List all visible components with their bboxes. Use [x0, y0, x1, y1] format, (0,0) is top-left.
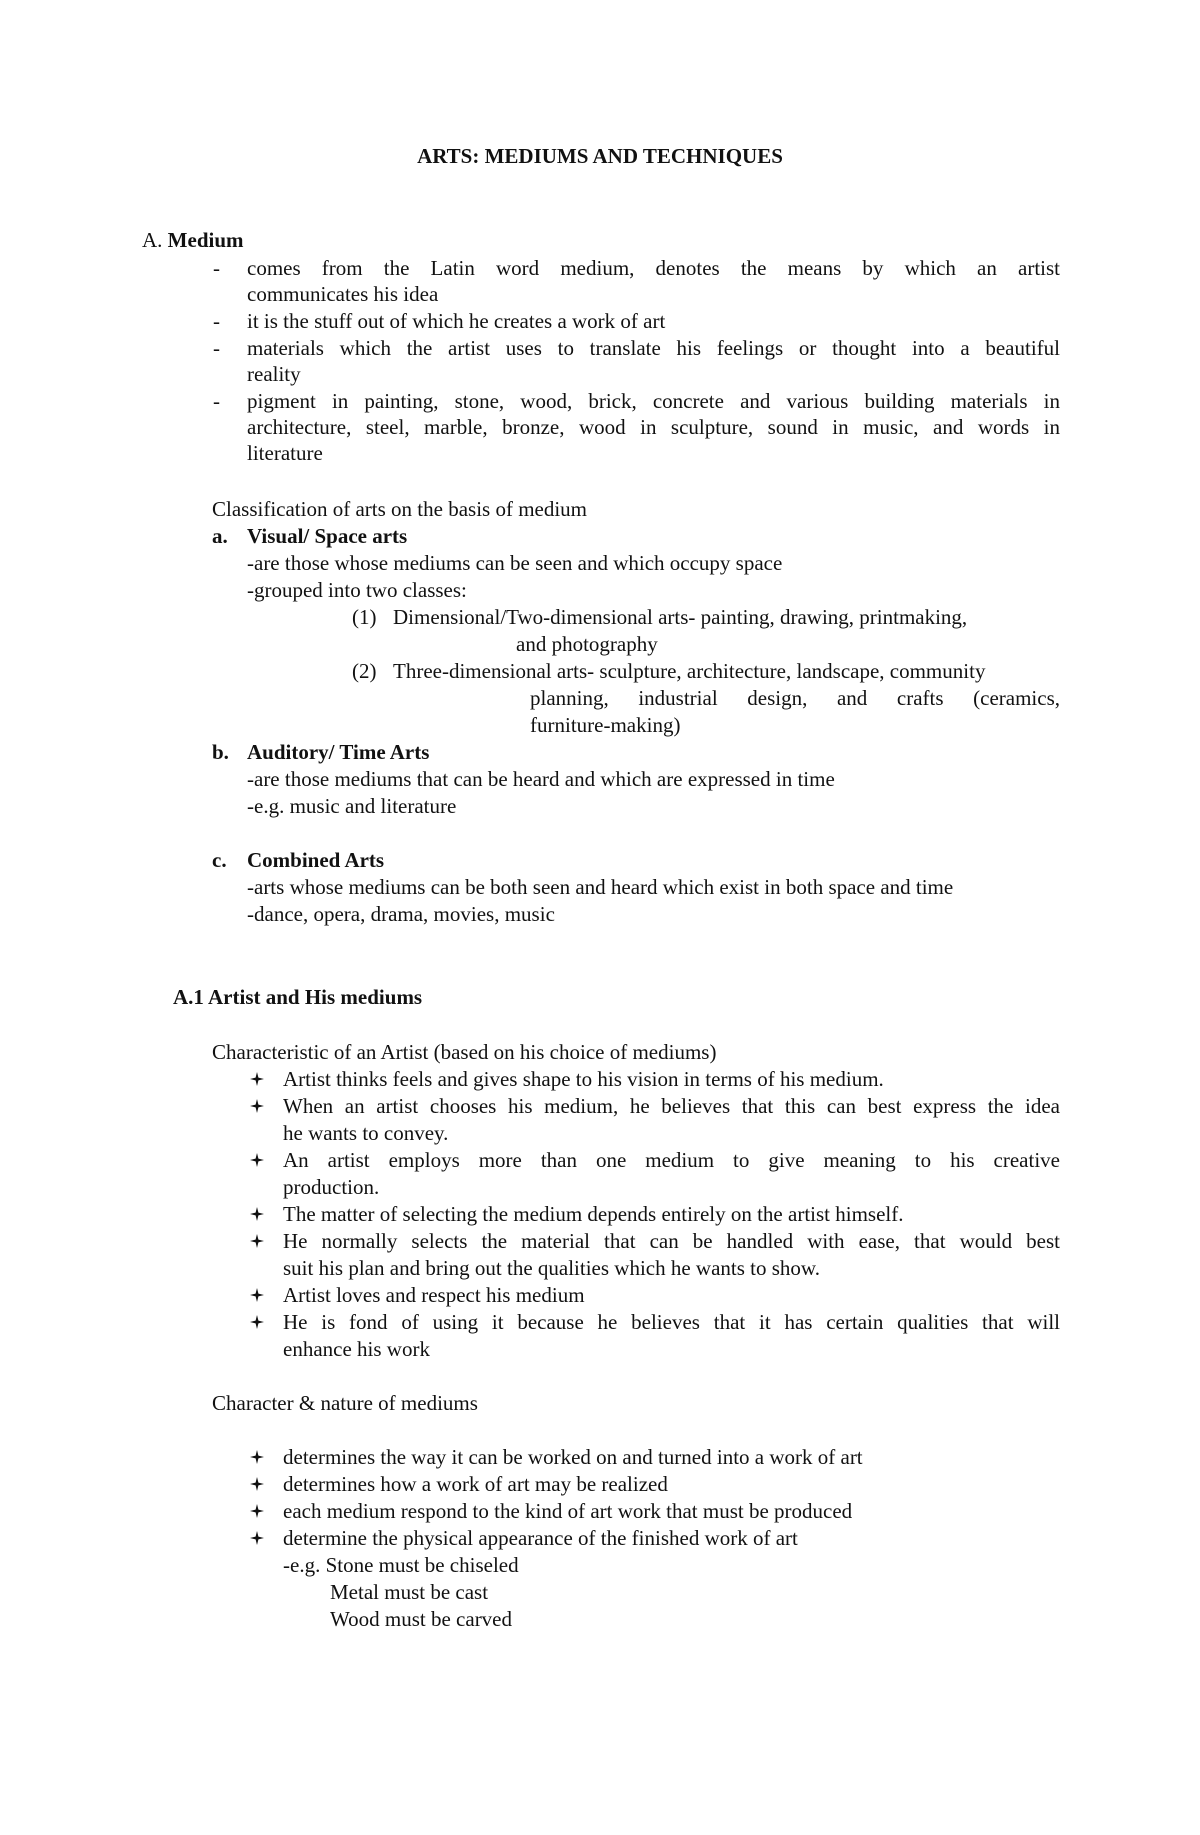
diamond-bullet-icon: [250, 1531, 264, 1545]
class-b-line1: -are those mediums that can be heard and which are expressed in time: [247, 767, 835, 791]
section-a-heading: [142, 227, 244, 253]
medium-bullet-1-line2: communicates his idea: [247, 282, 439, 306]
artist-bullet-1-line1: Artist thinks feels and gives shape to his vision in terms of his medium.: [283, 1067, 884, 1091]
diamond-bullet-icon: [250, 1153, 264, 1167]
character-bullet-3: each medium respond to the kind of art work that must be produced: [283, 1499, 853, 1523]
class-c-line2: -dance, opera, drama, movies, music: [247, 902, 555, 926]
diamond-bullet-icon: [250, 1450, 264, 1464]
class-a-item1-line1: Dimensional/Two-dimensional arts- painting, drawing, printmaking,: [393, 605, 968, 629]
section-a1-intro: Characteristic of an Artist (based on his choice of mediums): [212, 1040, 717, 1064]
class-a-item2-line2: planning, industrial design, and crafts (ceramics,: [530, 686, 1060, 710]
character-bullet-2: determines how a work of art may be realized: [283, 1472, 668, 1496]
artist-bullet-6-line1: Artist loves and respect his medium: [283, 1283, 585, 1307]
artist-bullet-5-line1: He normally selects the material that can be handled with ease, that would best: [283, 1229, 1060, 1253]
artist-bullet-5-line2: suit his plan and bring out the qualities which he wants to show.: [283, 1256, 820, 1280]
section-a-prefix: A.: [142, 228, 168, 252]
class-a-letter: a.: [212, 524, 228, 548]
class-a-item2-line3: furniture-making): [530, 713, 681, 737]
class-b-letter: b.: [212, 740, 229, 764]
diamond-bullet-icon: [250, 1072, 264, 1086]
class-a-heading: Visual/ Space arts: [247, 524, 408, 548]
artist-bullet-3-line2: production.: [283, 1175, 380, 1199]
classification-intro: Classification of arts on the basis of medium: [212, 497, 588, 521]
example-line-stone: -e.g. Stone must be chiseled: [283, 1553, 519, 1577]
class-c-line1: -arts whose mediums can be both seen and heard which exist in both space and time: [247, 875, 954, 899]
class-a-item2-number: (2): [352, 659, 377, 683]
character-bullet-1: determines the way it can be worked on and turned into a work of art: [283, 1445, 863, 1469]
diamond-bullet-icon: [250, 1234, 264, 1248]
artist-bullet-4-line1: The matter of selecting the medium depends entirely on the artist himself.: [283, 1202, 904, 1226]
class-a-line1: -are those whose mediums can be seen and which occupy space: [247, 551, 783, 575]
class-b-heading: Auditory/ Time Arts: [247, 740, 430, 764]
section-a-title: Medium: [167, 228, 244, 252]
class-a-line2: -grouped into two classes:: [247, 578, 467, 602]
dash-marker: -: [213, 309, 220, 333]
medium-bullet-3-line2: reality: [247, 362, 301, 386]
artist-bullet-2-line1: When an artist chooses his medium, he believes that this can best express the idea: [283, 1094, 1060, 1118]
diamond-bullet-icon: [250, 1099, 264, 1113]
medium-bullet-1-line1: comes from the Latin word medium, denotes the means by which an artist: [247, 256, 1060, 280]
example-line-metal: Metal must be cast: [330, 1580, 489, 1604]
artist-bullet-3-line1: An artist employs more than one medium to give meaning to his creative: [283, 1148, 1060, 1172]
diamond-bullet-icon: [250, 1477, 264, 1491]
class-a-item1-line2: and photography: [516, 632, 658, 656]
class-c-letter: c.: [212, 848, 227, 872]
artist-bullet-2-line2: he wants to convey.: [283, 1121, 449, 1145]
dash-marker: -: [213, 389, 220, 413]
diamond-bullet-icon: [250, 1207, 264, 1221]
diamond-bullet-icon: [250, 1288, 264, 1302]
page-title: ARTS: MEDIUMS AND TECHNIQUES: [417, 144, 783, 168]
class-c-heading: Combined Arts: [247, 848, 385, 872]
medium-bullet-4-line2: architecture, steel, marble, bronze, wood in sculpture, sound in music, and words in: [247, 415, 1060, 439]
dash-marker: -: [213, 336, 220, 360]
artist-bullet-7-line2: enhance his work: [283, 1337, 430, 1361]
character-bullet-4: determine the physical appearance of the finished work of art: [283, 1526, 798, 1550]
medium-bullet-2-line1: it is the stuff out of which he creates a work of art: [247, 309, 666, 333]
class-b-line2: -e.g. music and literature: [247, 794, 457, 818]
class-a-item2-line1: Three-dimensional arts- sculpture, architecture, landscape, community: [393, 659, 986, 683]
diamond-bullet-icon: [250, 1315, 264, 1329]
medium-bullet-4-line1: pigment in painting, stone, wood, brick, concrete and various building materials in: [247, 389, 1060, 413]
class-a-item1-number: (1): [352, 605, 377, 629]
character-intro: Character & nature of mediums: [212, 1391, 478, 1415]
artist-bullet-7-line1: He is fond of using it because he believes that it has certain qualities that will: [283, 1310, 1060, 1334]
diamond-bullet-icon: [250, 1504, 264, 1518]
section-a1-heading: A.1 Artist and His mediums: [173, 985, 423, 1009]
example-line-wood: Wood must be carved: [330, 1607, 513, 1631]
medium-bullet-3-line1: materials which the artist uses to translate his feelings or thought into a beautiful: [247, 336, 1060, 360]
dash-marker: -: [213, 256, 220, 280]
medium-bullet-4-line3: literature: [247, 441, 323, 465]
